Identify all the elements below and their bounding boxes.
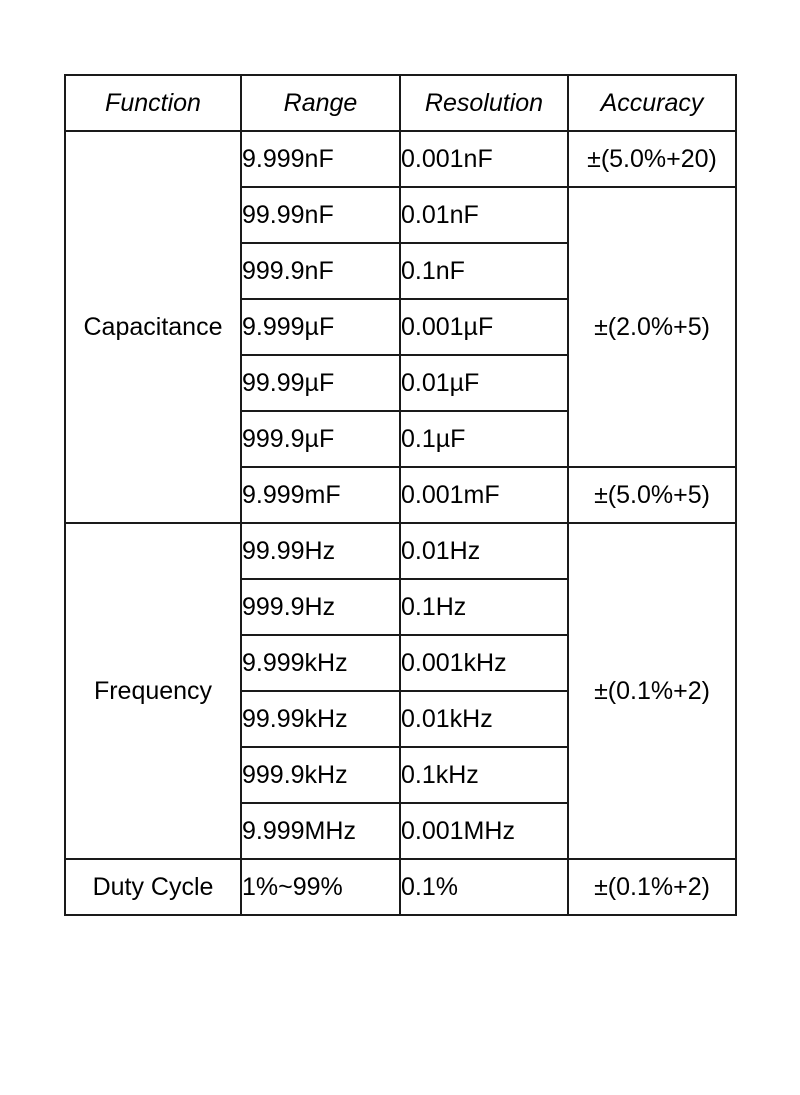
accuracy-cell: ±(0.1%+2) bbox=[568, 523, 736, 859]
resolution-cell: 0.1kHz bbox=[400, 747, 568, 803]
range-cell: 999.9µF bbox=[241, 411, 400, 467]
table-row bbox=[65, 131, 736, 187]
table-row bbox=[65, 523, 736, 579]
resolution-cell: 0.1µF bbox=[400, 411, 568, 467]
header-range: Range bbox=[241, 75, 400, 131]
range-cell: 99.99kHz bbox=[241, 691, 400, 747]
header-function: Function bbox=[65, 75, 241, 131]
accuracy-cell: ±(5.0%+20) bbox=[568, 131, 736, 187]
resolution-cell: 0.001µF bbox=[400, 299, 568, 355]
function-duty-cycle: Duty Cycle bbox=[65, 859, 241, 915]
function-frequency: Frequency bbox=[65, 523, 241, 859]
range-cell: 999.9kHz bbox=[241, 747, 400, 803]
resolution-cell: 0.1% bbox=[400, 859, 568, 915]
resolution-cell: 0.01Hz bbox=[400, 523, 568, 579]
accuracy-cell: ±(0.1%+2) bbox=[568, 859, 736, 915]
header-row bbox=[65, 75, 736, 131]
range-cell: 9.999MHz bbox=[241, 803, 400, 859]
range-cell: 999.9nF bbox=[241, 243, 400, 299]
accuracy-cell: ±(5.0%+5) bbox=[568, 467, 736, 523]
range-cell: 99.99µF bbox=[241, 355, 400, 411]
function-capacitance: Capacitance bbox=[65, 131, 241, 523]
resolution-cell: 0.001mF bbox=[400, 467, 568, 523]
range-cell: 999.9Hz bbox=[241, 579, 400, 635]
range-cell: 9.999mF bbox=[241, 467, 400, 523]
resolution-cell: 0.01kHz bbox=[400, 691, 568, 747]
resolution-cell: 0.1Hz bbox=[400, 579, 568, 635]
range-cell: 99.99nF bbox=[241, 187, 400, 243]
range-cell: 99.99Hz bbox=[241, 523, 400, 579]
range-cell: 9.999nF bbox=[241, 131, 400, 187]
range-cell: 1%~99% bbox=[241, 859, 400, 915]
resolution-cell: 0.01nF bbox=[400, 187, 568, 243]
resolution-cell: 0.01µF bbox=[400, 355, 568, 411]
resolution-cell: 0.001MHz bbox=[400, 803, 568, 859]
table-row bbox=[65, 859, 736, 915]
specification-table bbox=[64, 74, 737, 916]
header-accuracy: Accuracy bbox=[568, 75, 736, 131]
resolution-cell: 0.1nF bbox=[400, 243, 568, 299]
resolution-cell: 0.001kHz bbox=[400, 635, 568, 691]
range-cell: 9.999µF bbox=[241, 299, 400, 355]
accuracy-cell: ±(2.0%+5) bbox=[568, 187, 736, 467]
header-resolution: Resolution bbox=[400, 75, 568, 131]
resolution-cell: 0.001nF bbox=[400, 131, 568, 187]
range-cell: 9.999kHz bbox=[241, 635, 400, 691]
